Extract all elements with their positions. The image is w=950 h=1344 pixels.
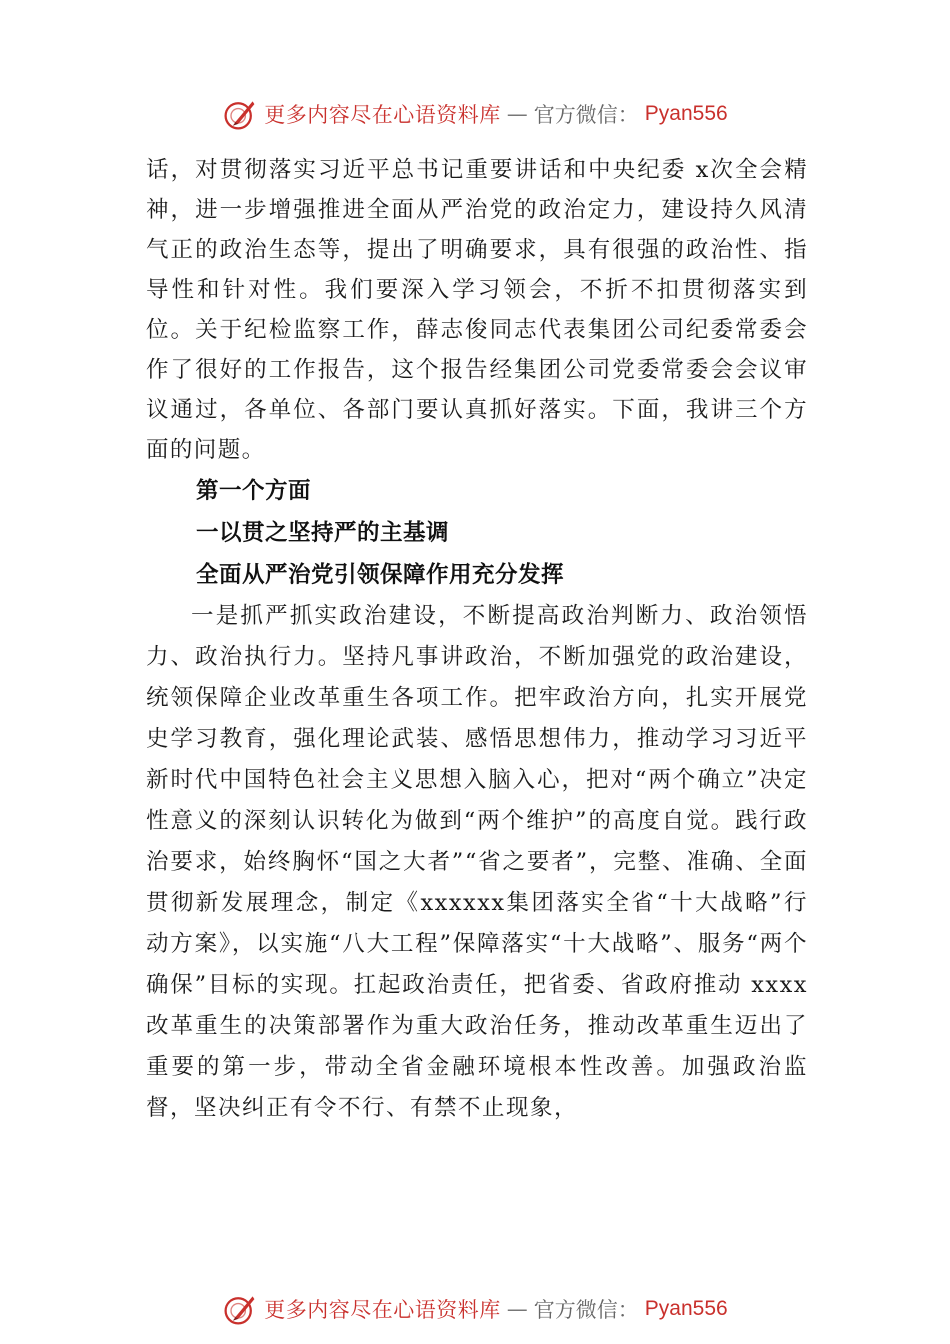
body-paragraph: 一是抓严抓实政治建设，不断提高政治判断力、政治领悟力、政治执行力。坚持凡事讲政治，不断加强党的政治建设，统领保障企业改革重生各项工作。把牢政治方向，扎实开展党史学习教育，强化理论武装、感悟思想伟力，推动学习习近平新时代中国特色社会主义思想入脑入心，把对“两个确立”决定性意义的深刻认识转化为做到“两个维护”的高度自觉。践行政治要求，始终胸怀“国之大者”“省之要者”，完整、准确、全面贯彻新发展理念，制定《xxxxxx集团落实全省“十大战略”行动方案》，以实施“八大工程”保障落实“十大战略”、服务“两个确保”目标的实现。扛起政治责任，把省委、省政府推动 xxxx 改革重生的决策部署作为重大政治任务，推动改革重生迈出了重要的第一步，带动全省金融环境根本性改善。加强政治监督，坚决纠正有令不行、有禁不止现象， (146, 603, 808, 1121)
section-subheading-secondary: 全面从严治党引领保障作用充分发挥 (196, 562, 565, 588)
quill-pen-logo-icon (222, 1291, 258, 1327)
watermark-text: 更多内容尽在心语资料库 (264, 1298, 501, 1322)
intro-paragraph: 话，对贯彻落实习近平总书记重要讲话和中央纪委 x次全会精神，进一步增强推进全面从严治党的政治定力，建设持久风清气正的政治生态等，提出了明确要求，具有很强的政治性、指导性和针对性。我们要深入学习领会，不折不扣贯彻落实到位。关于纪检监察工作，薛志俊同志代表集团公司纪委常委会作了很好的工作报告，这个报告经集团公司党委常委会会议审议通过，各单位、各部门要认真抓好落实。下面，我讲三个方面的问题。 (146, 157, 808, 463)
watermark-wechat-label: 官方微信： (533, 103, 639, 127)
quill-pen-logo-icon (222, 96, 258, 132)
section-heading: 第一个方面 (196, 478, 312, 504)
section-subheading: 一以贯之坚持严的主基调 (196, 520, 450, 546)
header-watermark-banner (0, 92, 950, 136)
header-watermark-group (222, 96, 727, 132)
document-body (146, 150, 808, 1129)
footer-watermark-banner (0, 1287, 950, 1331)
watermark-wechat-id: Pyan556 (644, 102, 728, 125)
watermark-text: 更多内容尽在心语资料库 (264, 103, 501, 127)
watermark-wechat-label: 官方微信： (533, 1298, 639, 1322)
watermark-separator: — (506, 1297, 528, 1321)
footer-watermark-group (222, 1291, 727, 1327)
watermark-separator: — (506, 102, 528, 126)
watermark-wechat-id: Pyan556 (644, 1297, 728, 1320)
